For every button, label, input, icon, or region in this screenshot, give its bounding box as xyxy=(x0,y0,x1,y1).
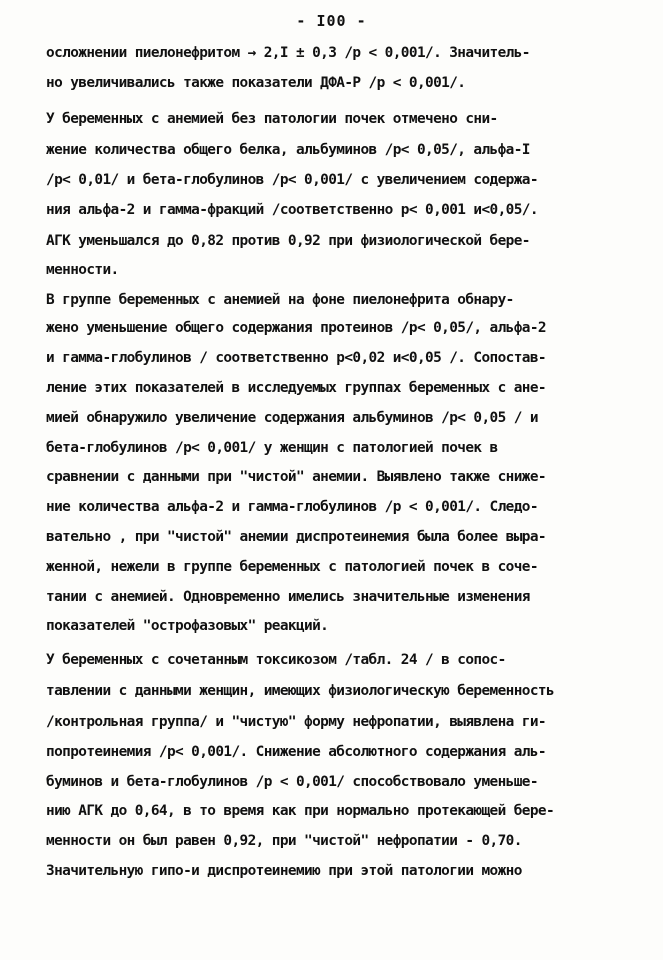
text-line: но увеличивались также показатели ДФА-Р /p < 0,001/. xyxy=(46,75,466,91)
text-line: У беременных с анемией без патологии почек отмечено сни- xyxy=(46,111,498,127)
text-line: мией обнаружило увеличение содержания альбуминов /p< 0,05 / и xyxy=(46,410,538,426)
page-number: - I00 - xyxy=(296,12,367,30)
text-line: попротеинемия /p< 0,001/. Снижение абсолютного содержания аль- xyxy=(46,744,546,760)
text-line: показателей "острофазовых" реакций. xyxy=(46,618,329,634)
text-line: В группе беременных с анемией на фоне пиелонефрита обнару- xyxy=(46,292,514,308)
text-line: и гамма-глобулинов / соответственно p<0,02 и<0,05 /. Сопостав- xyxy=(46,350,546,366)
text-line: Значительную гипо-и диспротеинемию при этой патологии можно xyxy=(46,863,522,879)
text-line: бета-глобулинов /p< 0,001/ у женщин с патологией почек в xyxy=(46,440,498,456)
text-line: сравнении с данными при "чистой" анемии. Выявлено также сниже- xyxy=(46,469,546,485)
text-line: жено уменьшение общего содержания протеинов /p< 0,05/, альфа-2 xyxy=(46,320,546,336)
text-line: осложнении пиелонефритом → 2,I ± 0,3 /p < 0,001/. Значитель- xyxy=(46,45,530,61)
text-line: нию АГК до 0,64, в то время как при нормально протекающей бере- xyxy=(46,803,555,819)
text-line: вательно , при "чистой" анемии диспротеинемия была более выра- xyxy=(46,529,546,545)
text-line: ление этих показателей в исследуемых группах беременных с ане- xyxy=(46,380,546,396)
text-line: тавлении с данными женщин, имеющих физиологическую беременность xyxy=(46,683,555,699)
text-line: менности он был равен 0,92, при "чистой" нефропатии - 0,70. xyxy=(46,833,522,849)
text-line: ние количества альфа-2 и гамма-глобулинов /p < 0,001/. Следо- xyxy=(46,499,538,515)
text-line: жение количества общего белка, альбуминов /p< 0,05/, альфа-I xyxy=(46,142,530,158)
text-line: ния альфа-2 и гамма-фракций /соответственно p< 0,001 и<0,05/. xyxy=(46,202,538,218)
text-line: /p< 0,01/ и бета-глобулинов /p< 0,001/ с увеличением содержа- xyxy=(46,172,538,188)
text-line: тании с анемией. Одновременно имелись значительные изменения xyxy=(46,589,530,605)
text-line: женной, нежели в группе беременных с патологией почек в соче- xyxy=(46,559,538,575)
text-line: АГК уменьшался до 0,82 против 0,92 при физиологической бере- xyxy=(46,233,530,249)
text-line: буминов и бета-глобулинов /p < 0,001/ способствовало уменьше- xyxy=(46,774,538,790)
text-line: У беременных с сочетанным токсикозом /табл. 24 / в сопос- xyxy=(46,652,506,668)
text-line: /контрольная группа/ и "чистую" форму нефропатии, выявлена ги- xyxy=(46,714,546,730)
text-line: менности. xyxy=(46,262,119,278)
